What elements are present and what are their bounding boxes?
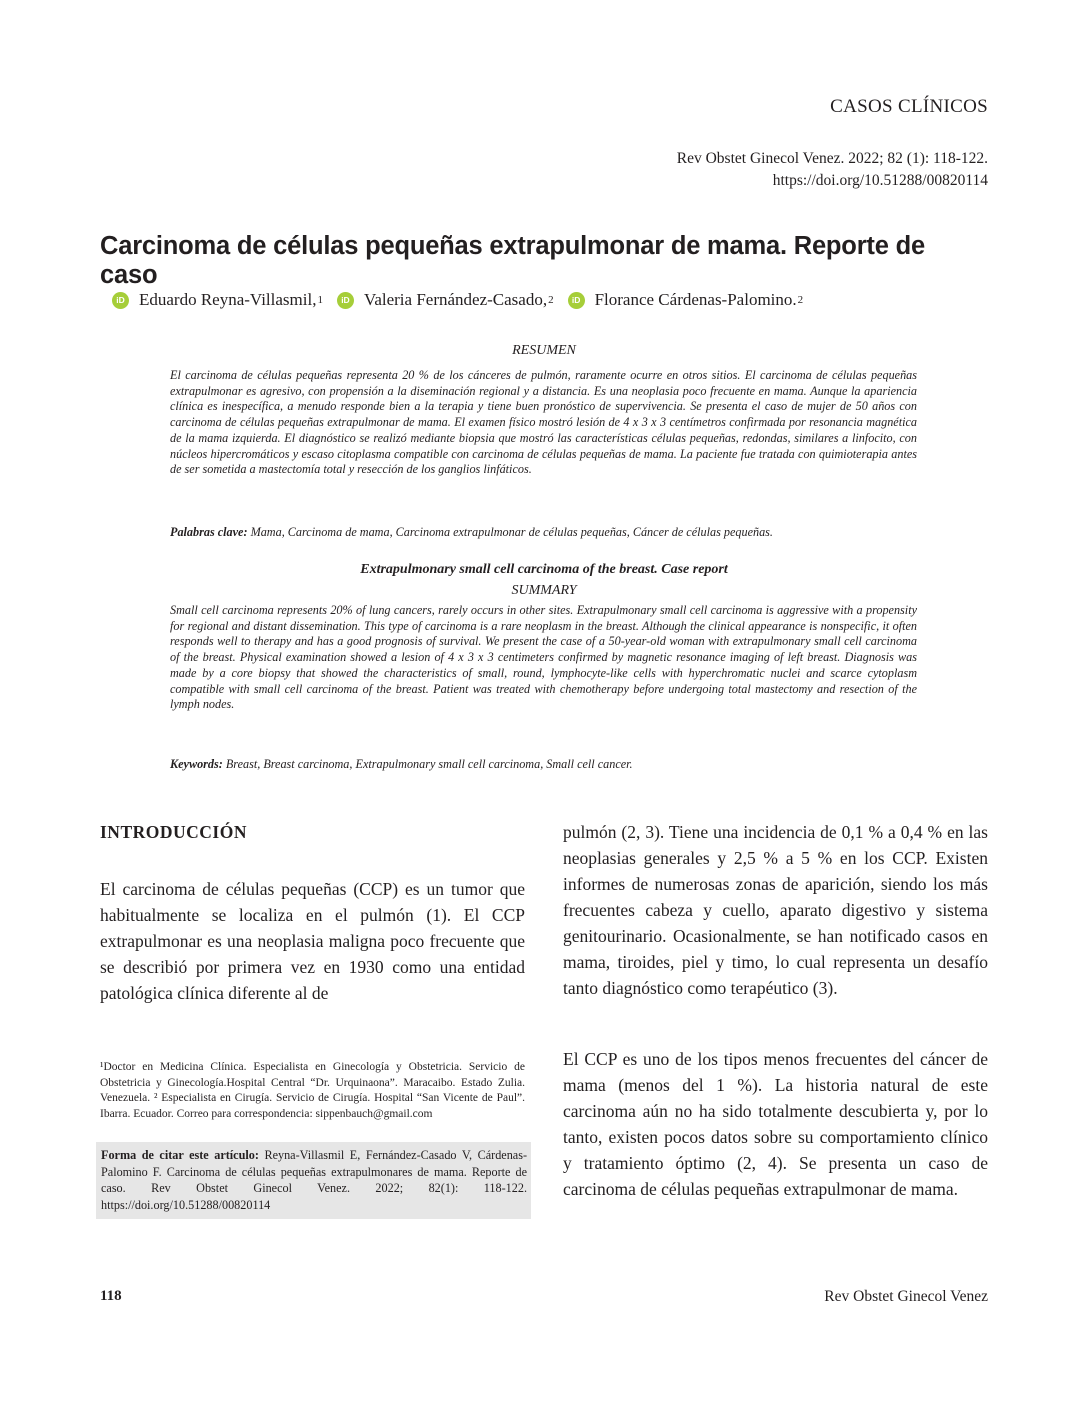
author-list [112, 290, 817, 310]
english-title: Extrapulmonary small cell carcinoma of the breast. Case report [360, 562, 728, 577]
keywords-text: Breast, Breast carcinoma, Extrapulmonary small cell carcinoma, Small cell cancer. [225, 757, 633, 771]
resumen-text: El carcinoma de células pequeñas representa 20 % de los cánceres de pulmón, raramente ocurre en otros sitios. El carcinoma de células pequeñas extrapulmonar es agresivo, con propensión a la diseminación regional y a distancia. Es una neoplasia poco frecuente en mama. Aunque la apariencia clínica es inespecífica, a menudo responde bien a la terapia y tiene buen pronóstico de supervivencia. Se presenta el caso de mujer de 50 años con carcinoma de células pequeñas extrapulmonar de mama. El examen físico mostró lesión de 4 x 3 x 3 centímetros confirmada por resonancia magnética de la mama izquierda. El diagnóstico se realizó mediante biopsia que mostró las características células pequeñas, redondas, similares a linfocito, con núcleos hipercromáticos y escaso citoplasma compatible con carcinoma de células pequeñas de mama. La paciente fue tratada con quimioterapia antes de ser sometida a mastectomía total y resección de los ganglios linfáticos. [170, 368, 917, 477]
page-number: 118 [100, 1288, 122, 1304]
citation-reference: Rev Obstet Ginecol Venez. 2022; 82 (1): 118-122. [676, 150, 988, 167]
author-2 [337, 290, 554, 310]
keywords-label: Keywords: [170, 757, 223, 771]
orcid-icon[interactable]: iD [112, 292, 129, 309]
orcid-icon[interactable]: iD [568, 292, 585, 309]
orcid-icon[interactable]: iD [337, 292, 354, 309]
keywords-label: Palabras clave: [170, 525, 248, 539]
author-name: Valeria Fernández-Casado, [363, 290, 548, 309]
author-name: Florance Cárdenas-Palomino. [594, 290, 797, 309]
intro-paragraph-right-2: El CCP es uno de los tipos menos frecuentes del cáncer de mama (menos del 1 %). La historia natural de este carcinoma aún no ha sido totalmente descubierta y, por lo tanto, existen pocos datos sobre su comportamiento clínico y tratamiento óptimo (2, 4). Se presenta un caso de carcinoma de células pequeñas extrapulmonar de mama. [563, 1049, 988, 1199]
resumen-keywords [170, 525, 917, 540]
keywords-text: Mama, Carcinoma de mama, Carcinoma extrapulmonar de células pequeñas, Cáncer de células pequeñas. [250, 525, 773, 539]
author-3 [568, 290, 804, 310]
author-name: Eduardo Reyna-Villasmil, [139, 290, 317, 309]
author-affiliation: 2 [797, 294, 804, 306]
journal-footer: Rev Obstet Ginecol Venez [824, 1288, 988, 1305]
how-to-cite-box [96, 1142, 531, 1219]
how-to-cite-label: Forma de citar este artículo: [101, 1148, 259, 1162]
journal-citation [677, 148, 988, 192]
how-to-cite-text: Reyna-Villasmil E, Fernández-Casado V, Cárdenas-Palomino F. Carcinoma de células pequeñas extrapulmonares de mama. Reporte de caso. Rev Obstet Ginecol Venez. 2022; 82(1): 118-122. https://doi.org/10.51288/00820114 [101, 1148, 528, 1212]
author-affiliation: 2 [548, 294, 554, 306]
author-affiliation: 1 [317, 294, 323, 306]
intro-paragraph-right-1: pulmón (2, 3). Tiene una incidencia de 0,1 % a 0,4 % en las neoplasias generales y 2,5 % a 5 % en los CCP. Existen informes de numerosas zonas de aparición, siendo los más frecuentes cabeza y cuello, aparato digestivo y sistema genitourinario. Ocasionalmente, se han notificado casos en mama, tiroides, piel y timo, lo cual representa un desafío tanto diagnóstico como terapéutico (3). [563, 822, 988, 998]
summary-heading: SUMMARY [511, 583, 577, 598]
intro-paragraph-left: El carcinoma de células pequeñas (CCP) es un tumor que habitualmente se localiza en el pulmón (1). El CCP extrapulmonar es una neoplasia maligna poco frecuente que se describió por primera vez en 1930 como una entidad patológica clínica diferente al de [100, 879, 525, 1003]
article-title: Carcinoma de células pequeñas extrapulmonar de mama. Reporte de caso [100, 232, 925, 289]
doi-link[interactable]: https://doi.org/10.51288/00820114 [772, 172, 988, 189]
author-1 [112, 290, 323, 310]
affiliation-footnote: ¹Doctor en Medicina Clínica. Especialista en Ginecología y Obstetricia. Servicio de Obstetricia y Ginecología.Hospital Central “Dr. Urquinaona”. Maracaibo. Estado Zulia. Venezuela. ² Especialista en Cirugía. Servicio de Cirugía. Hospital “San Vicente de Paul”. Ibarra. Ecuador. Correo para correspondencia: sippenbauch@gmail.com [100, 1061, 525, 1120]
introduction-heading: INTRODUCCIÓN [100, 822, 247, 842]
summary-text: Small cell carcinoma represents 20% of lung cancers, rarely occurs in other sites. Extrapulmonary small cell carcinoma is aggressive with a propensity for regional and distant dissemination. This type of carcinoma is a rare neoplasm in the breast. Although the clinical appearance is nonspecific, it often responds well to therapy and has a good prognosis of survival. We present the case of a 50-year-old woman with extrapulmonary small cell carcinoma of the breast. Physical examination showed a lesion of 4 x 3 x 3 centimeters confirmed by magnetic resonance imaging of left breast. Diagnosis was made by a core biopsy that showed the characteristics of small, round, lymphocyte-like cells with hyperchromatic nuclei and scarce cytoplasm compatible with small cell carcinoma of the breast. Patient was treated with chemotherapy before undergoing total mastectomy and resection of the lymph nodes. [170, 603, 917, 712]
resumen-heading: RESUMEN [512, 343, 576, 358]
summary-keywords [170, 757, 917, 772]
section-label: CASOS CLÍNICOS [830, 96, 988, 117]
